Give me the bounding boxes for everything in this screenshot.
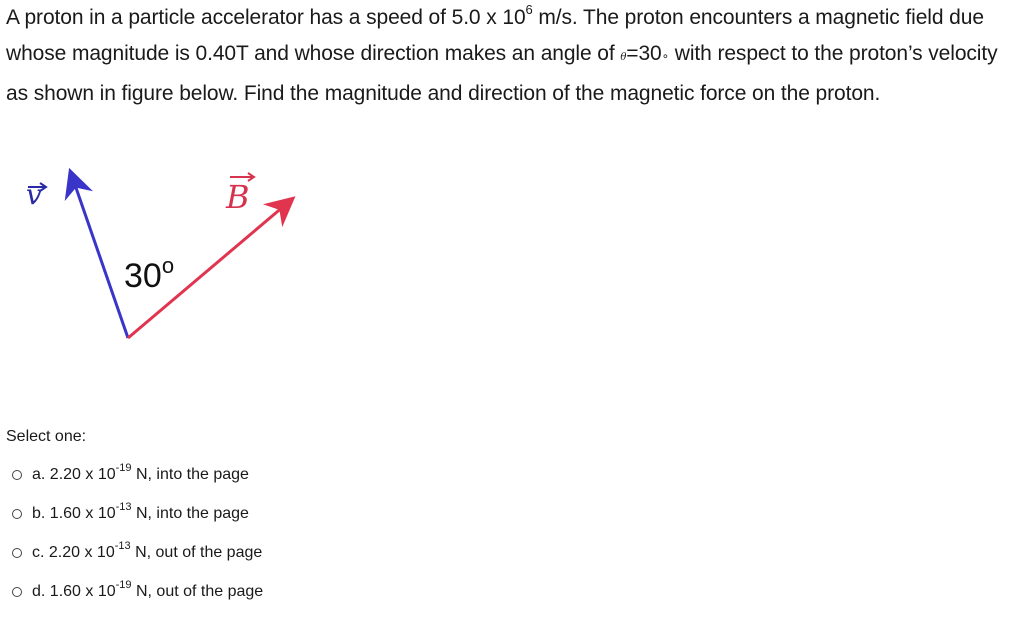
radio-button-c[interactable] bbox=[12, 548, 22, 558]
vector-figure bbox=[0, 160, 320, 360]
radio-button-a[interactable] bbox=[12, 470, 22, 480]
option-a-text bbox=[32, 464, 249, 486]
angle-value: 30 bbox=[124, 257, 162, 295]
option-c-text bbox=[32, 542, 262, 564]
angle-degree: o bbox=[161, 252, 175, 278]
option-c-exponent: -13 bbox=[114, 540, 131, 553]
question-part-4: with respect to the proton’s velocity as shown in figure below. Find the magnitude and direction of the magnetic force on the proton. bbox=[6, 42, 998, 105]
option-b-suffix: N, into the page bbox=[131, 504, 249, 522]
option-a[interactable] bbox=[12, 458, 412, 497]
velocity-arrow bbox=[74, 182, 128, 338]
select-one-label: Select one: bbox=[6, 428, 87, 445]
magnetic-field-label: B bbox=[226, 178, 250, 216]
option-b[interactable] bbox=[12, 497, 412, 536]
degree-symbol: ∘ bbox=[661, 49, 670, 63]
radio-button-b[interactable] bbox=[12, 509, 22, 519]
option-d-exponent: -19 bbox=[115, 579, 132, 592]
angle-label bbox=[124, 252, 175, 295]
option-b-prefix: b. 1.60 x 10 bbox=[32, 504, 116, 522]
question-part-3: =30 bbox=[626, 42, 662, 65]
speed-exponent: 6 bbox=[525, 2, 533, 17]
velocity-label: v bbox=[26, 178, 42, 211]
option-c-prefix: c. 2.20 x 10 bbox=[32, 543, 115, 561]
option-c-suffix: N, out of the page bbox=[130, 543, 263, 561]
question-part-2: m/s. The proton encounters a magnetic field due whose magnitude is 0.40T and whose direction makes an angle of bbox=[6, 6, 984, 65]
question-part-1: A proton in a particle accelerator has a speed of 5.0 x 10 bbox=[6, 6, 526, 29]
option-d-prefix: d. 1.60 x 10 bbox=[32, 582, 116, 600]
option-c[interactable] bbox=[12, 536, 412, 575]
answer-options bbox=[12, 458, 412, 614]
option-b-exponent: -13 bbox=[115, 501, 132, 514]
option-a-prefix: a. 2.20 x 10 bbox=[32, 465, 116, 483]
option-b-text bbox=[32, 503, 249, 525]
radio-button-d[interactable] bbox=[12, 587, 22, 597]
theta-symbol: θ bbox=[620, 52, 627, 63]
option-d[interactable] bbox=[12, 575, 412, 614]
option-a-exponent: -19 bbox=[115, 462, 132, 475]
question-text bbox=[6, 0, 1016, 112]
option-d-text bbox=[32, 581, 263, 603]
option-d-suffix: N, out of the page bbox=[131, 582, 264, 600]
option-a-suffix: N, into the page bbox=[131, 465, 249, 483]
